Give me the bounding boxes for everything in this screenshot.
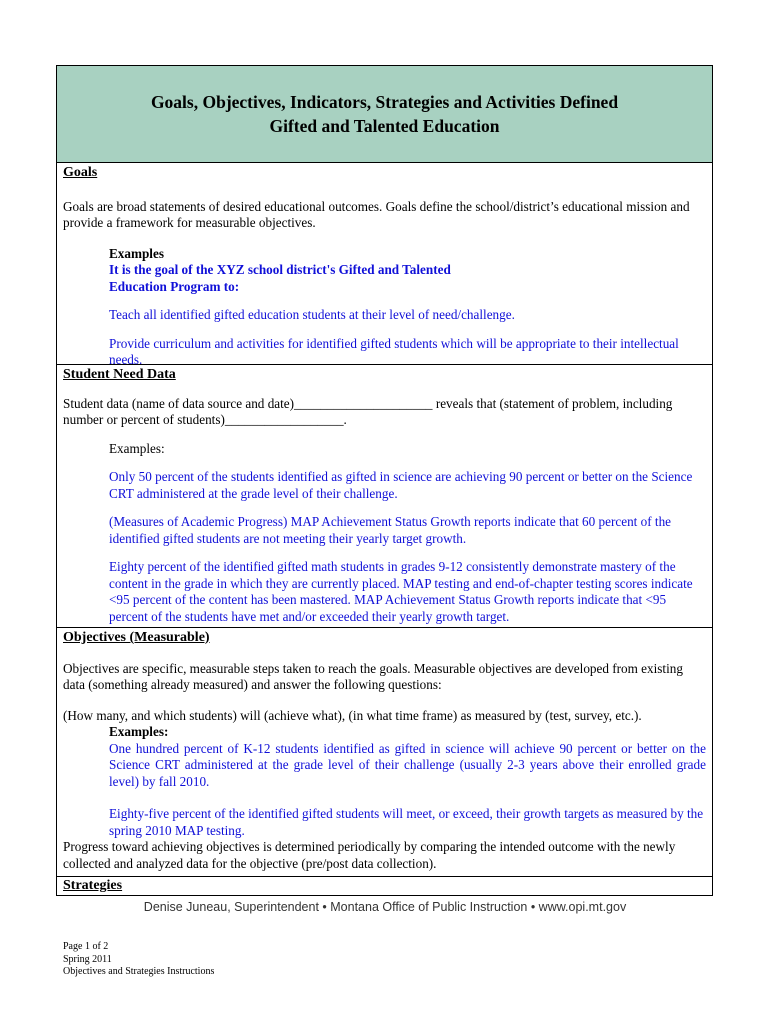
goals-body: Goals are broad statements of desired educational outcomes. Goals define the school/district’s educational mission and provide a framework for measurable objectives. — [63, 198, 690, 230]
student-need-example-3: Eighty percent of the identified gifted math students in grades 9-12 consistently demonstrate mastery of the content in the grade in which they are currently placed. MAP testing and end-of-chapter testing scores indicate <95 percent of the content has been mastered. MAP Achievement Status Growth reports indicate that <95 percent of the students have met and/or exceeded their yearly growth target. — [109, 559, 693, 624]
goal-example-1: Teach all identified gifted education students at their level of need/challenge. — [109, 307, 515, 322]
objective-example-2: Eighty-five percent of the identified gifted students will meet, or exceed, their growth targets as measured by the spring 2010 MAP testing. — [109, 806, 704, 838]
page-number: Page 1 of 2 — [63, 941, 109, 952]
objectives-section — [57, 627, 712, 876]
goal-example-2: Provide curriculum and activities for identified gifted students which will be appropriate to their intellectual needs. — [109, 335, 679, 367]
page-footer — [63, 941, 214, 979]
strategies-heading: Strategies — [63, 878, 123, 893]
goal-statement: It is the goal of the XYZ school district's Gifted and Talented Education Program to: — [109, 262, 451, 294]
objective-example-1: One hundred percent of K-12 students identified as gifted in science will achieve 90 percent or better on the Science CRT administered at the grade level of their challenge (usually 2-3 years above their enrolled grade level) by fall 2010. — [109, 740, 706, 789]
student-need-example-1: Only 50 percent of the students identified as gifted in science are achieving 90 percent or better on the Science CRT administered at the grade level of their challenge. — [109, 469, 693, 501]
org-footer: Denise Juneau, Superintendent • Montana Office of Public Instruction • www.opi.mt.gov — [143, 900, 627, 914]
footer-date: Spring 2011 — [63, 953, 112, 965]
objectives-body: Objectives are specific, measurable steps taken to reach the goals. Measurable objectives are developed from existing data (something already measured) and answer the following questions: — [63, 660, 683, 692]
document-frame — [56, 65, 713, 896]
student-need-examples-label: Examples: — [109, 440, 165, 456]
footer-doc-title: Objectives and Strategies Instructions — [63, 966, 215, 977]
goals-examples-label: Examples — [109, 245, 164, 261]
student-need-section — [57, 364, 712, 627]
student-need-body: Student data (name of data source and date)_____________________ reveals that (statement of problem, including number or percent of students)__________________. — [63, 395, 673, 427]
page-subtitle: Gifted and Talented Education — [269, 116, 500, 136]
goals-section — [57, 165, 712, 367]
objectives-examples-label: Examples: — [109, 724, 169, 739]
objectives-question: (How many, and which students) will (achieve what), (in what time frame) as measured by (test, survey, etc.). — [63, 707, 642, 723]
goals-heading: Goals — [63, 165, 98, 180]
student-need-heading: Student Need Data — [63, 367, 176, 382]
page-title: Goals, Objectives, Indicators, Strategies and Activities Defined — [150, 92, 619, 112]
objectives-heading: Objectives (Measurable) — [63, 630, 210, 645]
objectives-progress: Progress toward achieving objectives is determined periodically by comparing the intended outcome with the newly collected and analyzed data for the objective (pre/post data collection). — [63, 839, 676, 871]
student-need-example-2: (Measures of Academic Progress) MAP Achievement Status Growth reports indicate that 60 percent of the identified gifted students are not meeting their yearly target growth. — [109, 514, 672, 546]
strategies-section — [57, 876, 712, 895]
title-banner — [57, 66, 712, 163]
